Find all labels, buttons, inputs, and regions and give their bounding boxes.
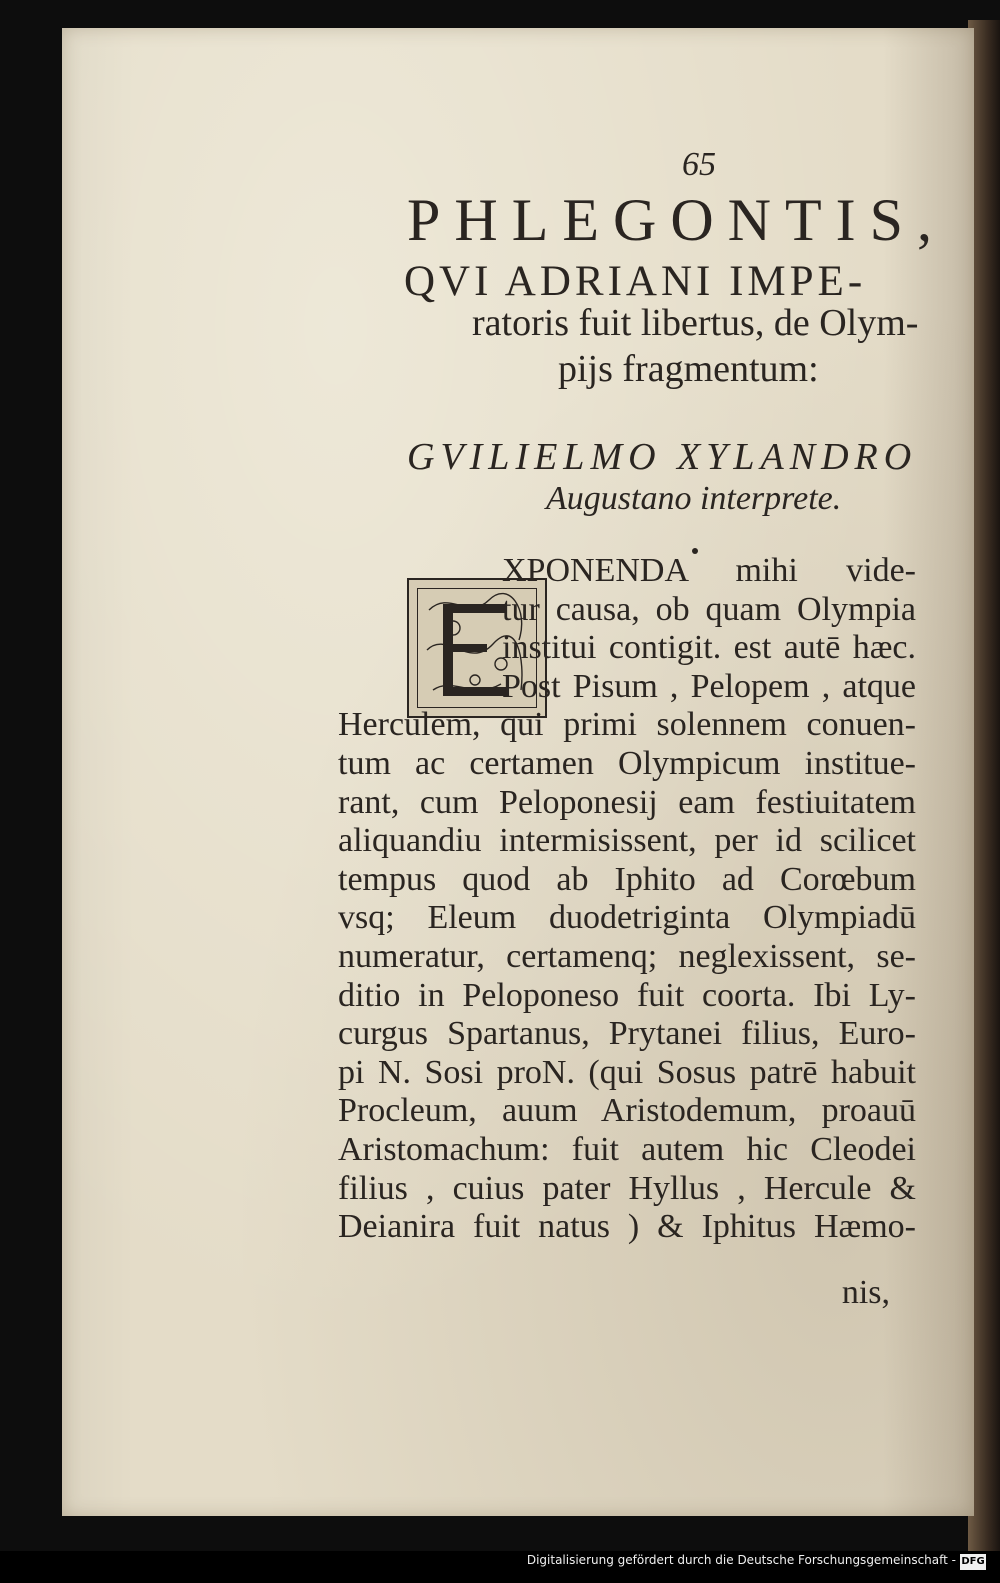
body-line: tur causa, ob quam Olympia bbox=[502, 592, 916, 628]
title-line-4: pijs fragmentum: bbox=[558, 348, 819, 390]
body-line: filius , cuius pater Hyllus , Hercule & bbox=[338, 1171, 916, 1207]
body-line: Aristomachum: fuit autem hic Cleodei bbox=[338, 1133, 916, 1168]
title-line-3: ratoris fuit libertus, de Olym- bbox=[472, 302, 919, 344]
body-line: institui contigit. est autē hæc. bbox=[502, 631, 916, 667]
title-main: PHLEGONTIS, bbox=[407, 187, 946, 253]
body-line: numeratur, certamenq; neglexissent, se- bbox=[338, 940, 916, 975]
translator-name: GVILIELMO XYLANDRO bbox=[407, 436, 918, 478]
title-sub: QVI ADRIANI IMPE- bbox=[404, 258, 867, 305]
body-line: curgus Spartanus, Prytanei filius, Euro- bbox=[338, 1017, 916, 1053]
body-line: ditio in Peloponeso fuit coorta. Ibi Ly- bbox=[338, 978, 916, 1014]
page-number: 65 bbox=[682, 146, 716, 183]
body-line: Procleum, auum Aristodemum, proauū bbox=[338, 1094, 916, 1130]
body-line: Deianira fuit natus ) & Iphitus Hæmo- bbox=[338, 1210, 916, 1246]
body-line: rant, cum Peloponesij eam festiuitatem bbox=[338, 785, 916, 821]
translator-line-2: Augustano interprete. bbox=[546, 480, 842, 517]
body-line: Herculem, qui primi solennem conuen- bbox=[338, 708, 916, 744]
body-line: XPONENDA mihi vide- bbox=[502, 554, 916, 589]
dfg-logo-icon: DFG bbox=[960, 1554, 986, 1570]
body-line: tum ac certamen Olympicum institue- bbox=[338, 747, 916, 782]
body-line: vsq; Eleum duodetriginta Olympiadū bbox=[338, 901, 916, 937]
body-line: aliquandiu intermisissent, per id scilicet bbox=[338, 824, 916, 860]
body-line: pi N. Sosi proN. (qui Sosus patrē habuit bbox=[338, 1055, 916, 1091]
catchword: nis, bbox=[841, 1274, 890, 1311]
body-line: tempus quod ab Iphito ad Corœbum bbox=[338, 862, 916, 898]
footer-credit: Digitalisierung gefördert durch die Deutsche Forschungsgemeinschaft - bbox=[526, 1553, 956, 1567]
book-page bbox=[62, 28, 974, 1516]
body-line: Post Pisum , Pelopem , atque bbox=[502, 669, 916, 705]
